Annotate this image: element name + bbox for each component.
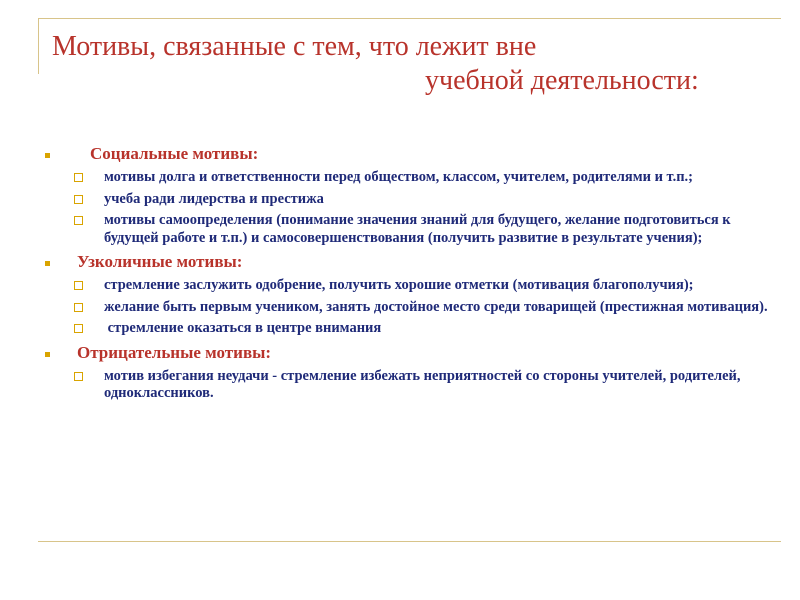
list-item: стремление оказаться в центре внимания xyxy=(104,320,780,338)
list-item: мотивы самоопределения (понимание значения знаний для будущего, желание подготовиться к будущей работе и т.п.) и самосовершенствования (получить развитие в результате учения); xyxy=(104,212,780,247)
hollow-square-bullet-icon xyxy=(74,216,83,225)
section-negative xyxy=(40,342,780,403)
section-heading: Узколичные мотивы: xyxy=(40,251,780,273)
hollow-square-bullet-icon xyxy=(74,173,83,182)
section-heading: Социальные мотивы: xyxy=(40,143,780,165)
motives-list xyxy=(40,143,780,407)
section-social xyxy=(40,143,780,247)
list-item: учеба ради лидерства и престижа xyxy=(104,191,780,209)
section-narrow-personal xyxy=(40,251,780,338)
title-line-1: Мотивы, связанные с тем, что лежит вне xyxy=(52,31,537,62)
hollow-square-bullet-icon xyxy=(74,372,83,381)
hollow-square-bullet-icon xyxy=(74,303,83,312)
list-item: стремление заслужить одобрение, получить хорошие отметки (мотивация благополучия); xyxy=(104,277,780,295)
list-item: мотив избегания неудачи - стремление избежать неприятностей со стороны учителей, родителей, одноклассников. xyxy=(104,368,780,403)
hollow-square-bullet-icon xyxy=(74,324,83,333)
list-item: мотивы долга и ответственности перед обществом, классом, учителем, родителями и т.п.; xyxy=(104,169,780,187)
square-bullet-icon xyxy=(45,153,50,158)
title-line-2: учебной деятельности: xyxy=(425,65,699,97)
square-bullet-icon xyxy=(45,261,50,266)
square-bullet-icon xyxy=(45,352,50,357)
top-rule xyxy=(38,18,781,19)
bottom-rule xyxy=(38,541,781,542)
slide-title xyxy=(52,30,772,98)
hollow-square-bullet-icon xyxy=(74,281,83,290)
hollow-square-bullet-icon xyxy=(74,195,83,204)
list-item: желание быть первым учеником, занять достойное место среди товарищей (престижная мотивация). xyxy=(104,299,780,317)
section-heading: Отрицательные мотивы: xyxy=(40,342,780,364)
left-rule xyxy=(38,18,39,74)
